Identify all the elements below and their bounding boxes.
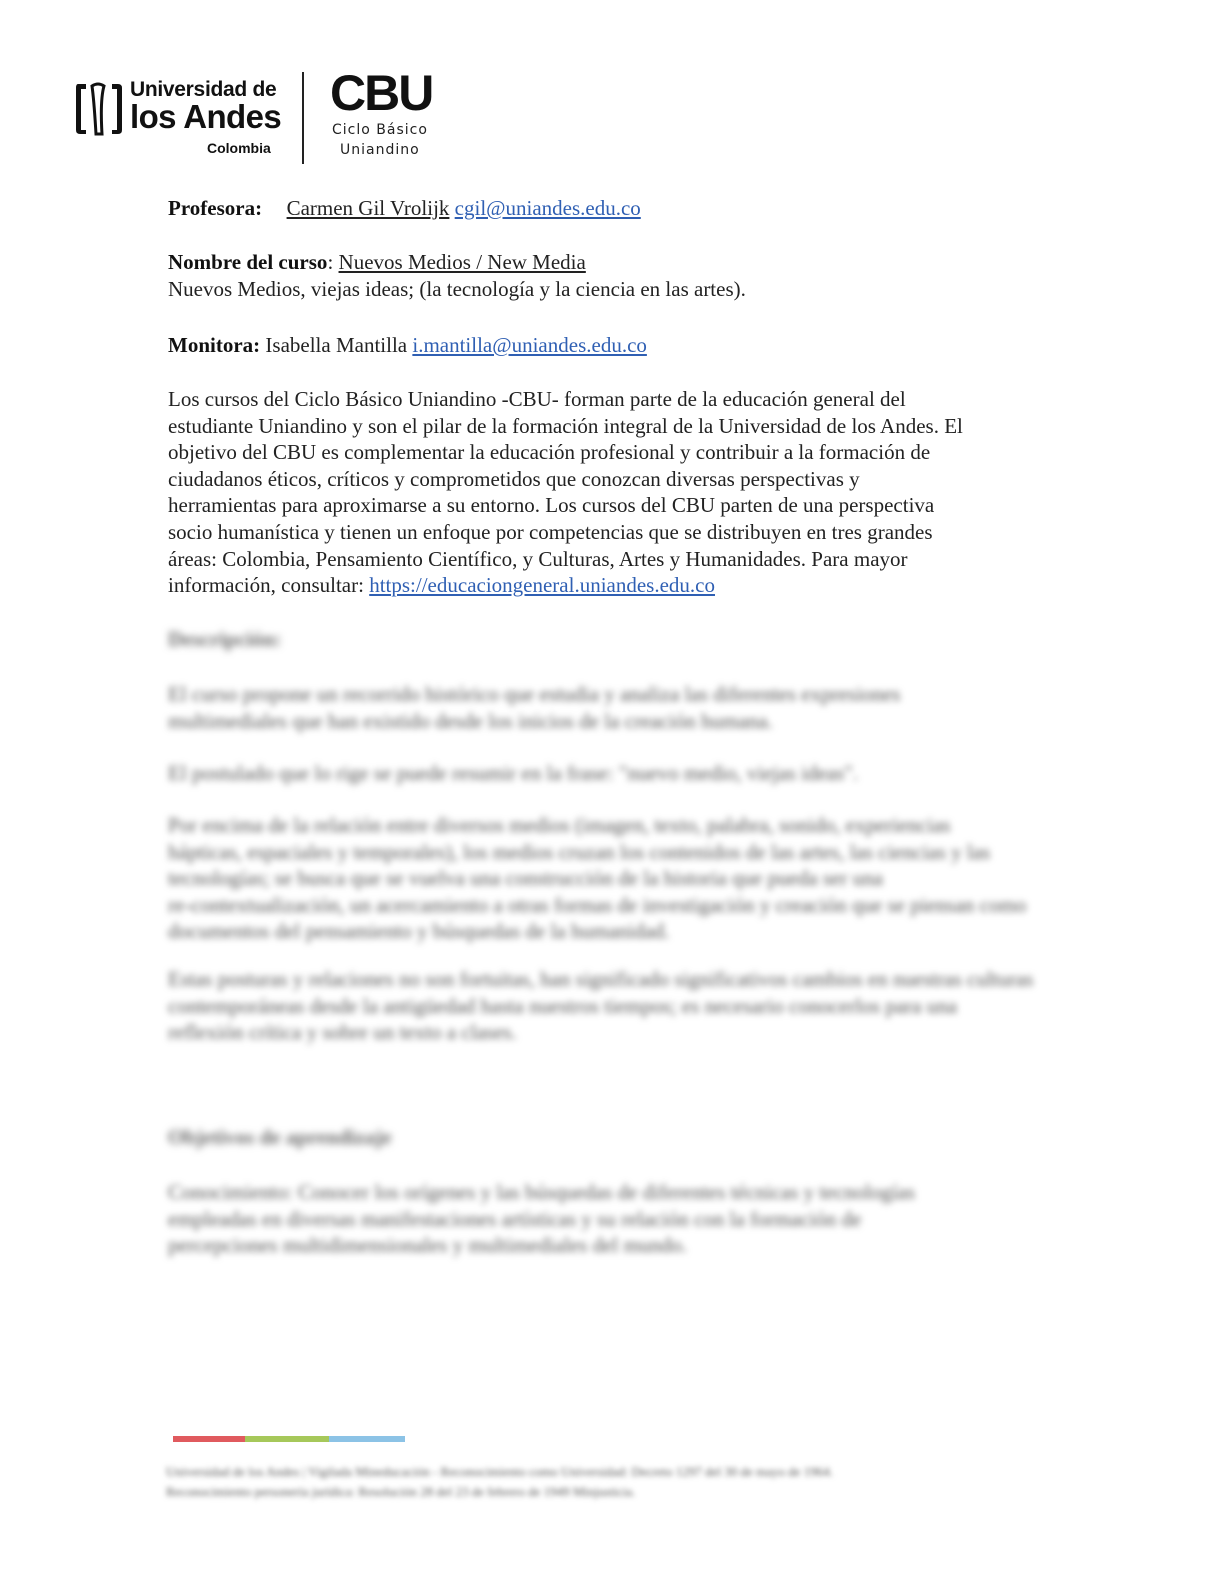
uniandes-logo-line3: Colombia bbox=[207, 140, 271, 156]
blurred-line: tecnologías; se busca que se vuelva una construcción de la historia que pueda ser una bbox=[168, 866, 883, 891]
cbu-logo-mark: CBU bbox=[330, 65, 433, 121]
monitora-email-link[interactable]: i.mantilla@uniandes.edu.co bbox=[412, 333, 647, 357]
uniandes-emblem-icon bbox=[74, 80, 124, 138]
descripcion-paragraph-4 bbox=[168, 966, 1048, 1046]
cbu-intro-last-prefix: información, consultar: bbox=[168, 573, 370, 598]
blurred-line: hápticas, espaciales y temporales), los medios cruzan los contenidos de las artes, las ciencias y las bbox=[168, 839, 991, 864]
cbu-intro-line: socio humanística y tienen un enfoque por competencias que se distribuyen en tres grandes bbox=[168, 519, 933, 544]
blurred-line: Conocimiento: Conocer los orígenes y las búsquedas de diferentes técnicas y tecnologías bbox=[168, 1180, 916, 1204]
uniandes-logo bbox=[74, 78, 282, 158]
monitora-row bbox=[168, 333, 647, 358]
blurred-line: Estas posturas y relaciones no son fortuitas, han significado significativos cambios en nuestras culturas bbox=[168, 967, 1034, 991]
descripcion-paragraph-3 bbox=[168, 812, 1048, 945]
curso-row bbox=[168, 250, 586, 275]
blurred-line: documentos del pensamiento y búsquedas de la humanidad. bbox=[168, 919, 670, 944]
cbu-logo bbox=[330, 65, 440, 162]
footer-text bbox=[166, 1462, 986, 1502]
blurred-line: percepciones multidimensionales y multimediales del mundo. bbox=[168, 1233, 688, 1258]
monitora-name: Isabella Mantilla bbox=[265, 333, 408, 357]
footer-line: Reconocimiento personería jurídica: Resolución 28 del 23 de febrero de 1949 Minjusticia. bbox=[166, 1484, 636, 1499]
cbu-logo-sub2: Uniandino bbox=[340, 142, 420, 158]
profesora-name: Carmen Gil Vrolijk bbox=[286, 196, 450, 220]
footer-bar-red bbox=[173, 1436, 245, 1442]
blurred-line: El curso propone un recorrido histórico que estudia y analiza las diferentes expresiones bbox=[168, 682, 901, 706]
curso-name: Nuevos Medios / New Media bbox=[338, 250, 586, 274]
curso-label: Nombre del curso bbox=[168, 250, 328, 274]
cbu-intro-paragraph bbox=[168, 386, 1048, 599]
cbu-intro-line: ciudadanos éticos, críticos y comprometidos que conozcan diversas perspectivas y bbox=[168, 466, 860, 491]
profesora-label: Profesora: bbox=[168, 196, 263, 220]
objetivos-heading: Objetivos de aprendizaje bbox=[168, 1125, 392, 1149]
profesora-row bbox=[168, 196, 641, 221]
cbu-logo-sub1: Ciclo Básico bbox=[332, 122, 428, 138]
curso-subtitle: Nuevos Medios, viejas ideas; (la tecnología y la ciencia en las artes). bbox=[168, 277, 746, 301]
uniandes-logo-line1: Universidad de bbox=[130, 78, 277, 101]
cbu-intro-line: estudiante Uniandino y son el pilar de la formación integral de la Universidad de los Andes. El bbox=[168, 413, 963, 438]
blurred-line: re-contextualización, un acercamiento a otras formas de investigación y creación que se piensan como bbox=[168, 892, 1027, 917]
descripcion-paragraph-1 bbox=[168, 681, 1048, 734]
footer-bar-blue bbox=[329, 1436, 405, 1442]
blurred-line: contemporáneas desde la antigüedad hasta nuestros tiempos; es necesario conocerlos para una bbox=[168, 993, 957, 1018]
curso-colon: : bbox=[327, 250, 334, 274]
uniandes-logo-line2: los Andes bbox=[130, 98, 282, 135]
blurred-line: Por encima de la relación entre diversos medios (imagen, texto, palabra, sonido, experiencias bbox=[168, 813, 951, 837]
profesora-email-link[interactable]: cgil@uniandes.edu.co bbox=[454, 196, 641, 220]
cbu-intro-line: objetivo del CBU es complementar la educación profesional y contribuir a la formación de bbox=[168, 440, 931, 465]
footer-color-bar bbox=[173, 1436, 405, 1442]
blurred-line: multimediales que han existido desde los inicios de la creación humana. bbox=[168, 708, 773, 733]
descripcion-paragraph-2: El postulado que lo rige se puede resumir en la frase: "nuevo medio, viejas ideas". bbox=[168, 761, 859, 785]
footer-bar-green bbox=[245, 1436, 329, 1442]
blurred-line: empleadas en diversas manifestaciones artísticas y su relación con la formación de bbox=[168, 1206, 862, 1231]
blurred-line: reflexión crítica y sobre un texto a clases. bbox=[168, 1020, 517, 1045]
cbu-intro-line: Los cursos del Ciclo Básico Uniandino -CBU- forman parte de la educación general del bbox=[168, 387, 906, 411]
cbu-intro-line: herramientas para aproximarse a su entorno. Los cursos del CBU parten de una perspectiva bbox=[168, 493, 935, 518]
monitora-label: Monitora: bbox=[168, 333, 261, 357]
footer-line: Universidad de los Andes | Vigilada Mineducación - Reconocimiento como Universidad: Decreto 1297 del 30 de mayo de 1964. bbox=[166, 1464, 833, 1479]
objetivos-paragraph bbox=[168, 1179, 1048, 1259]
educacion-general-link[interactable]: https://educaciongeneral.uniandes.edu.co bbox=[369, 573, 715, 598]
descripcion-heading: Descripción: bbox=[168, 627, 282, 651]
logo-divider bbox=[302, 72, 304, 164]
cbu-intro-last-line bbox=[168, 572, 1048, 599]
cbu-intro-line: áreas: Colombia, Pensamiento Científico, y Culturas, Artes y Humanidades. Para mayor bbox=[168, 546, 908, 571]
